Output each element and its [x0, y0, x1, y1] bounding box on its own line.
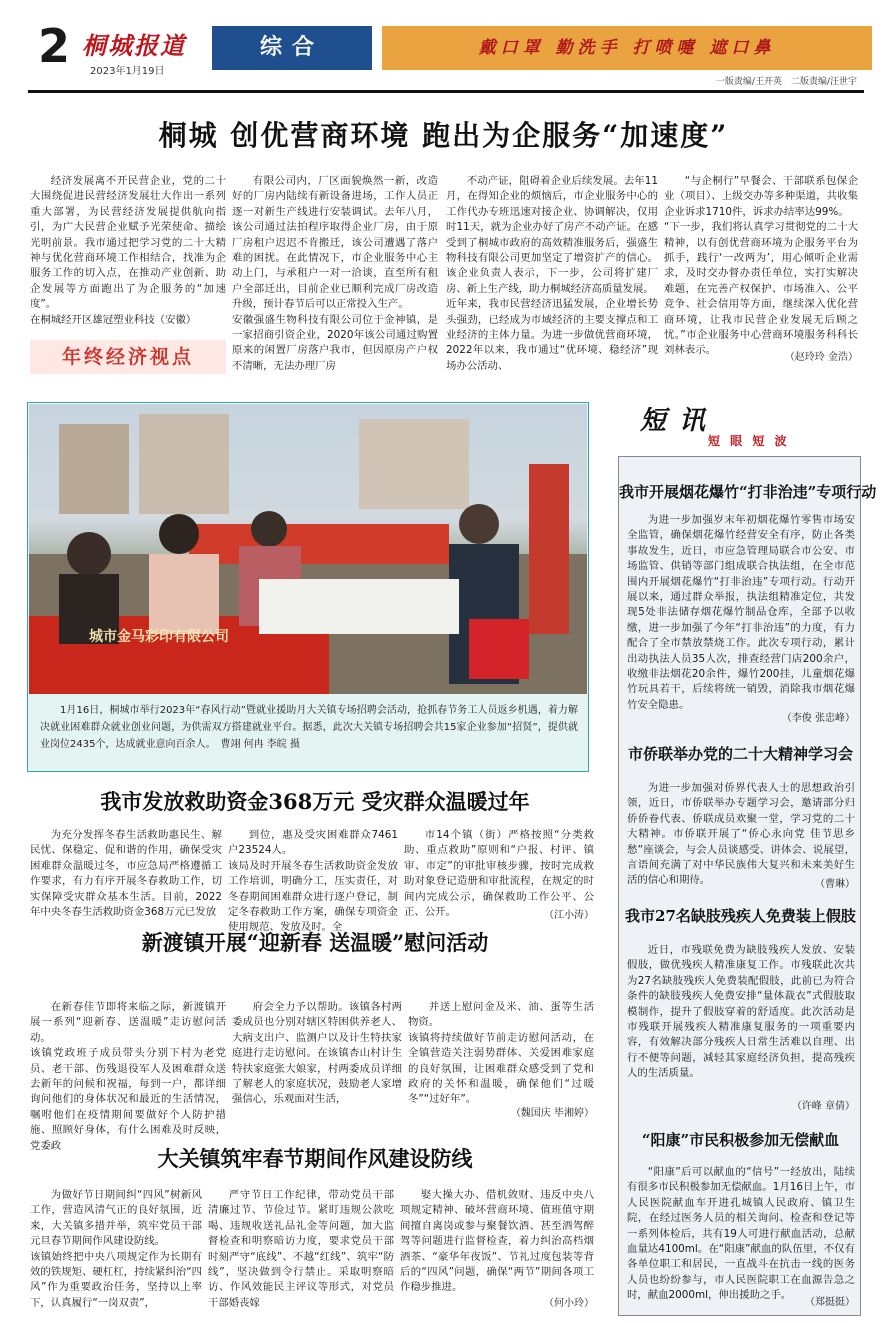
xindu-column-3: 并送上慰问金及米、油、蛋等生活物资。 该镇将持续做好节前走访慰问活动，在全镇营造关注弱势群体、关爱困难家庭的良好氛围，让困难群众感受到了党和政府的关怀和温暖，确保他们“过暖冬”“过好年”。 [408, 1001, 594, 1106]
daguan-byline: （何小玲） [544, 1298, 594, 1309]
page-number: 2 [38, 19, 71, 73]
fund-column-2: 到位，惠及受灾困难群众7461户23524人。 该局及时开展冬春生活救助资金发放工作培训，明确分工，压实责任，对冬春期间困难群众进行逐户登记，制定冬春救助工作方案，确保专项资金使用规范、发放及时。全 [228, 829, 398, 934]
daguan-column-3: 娶大操大办、借机敛财、违反中央八项规定精神、破坏营商环境、值班值守期间擅自离岗或参与聚餐饮酒、甚至酒驾醉驾等问题进行监督检查，着力纠治高档烟酒茶、“豪华年夜饭”、节礼过度包装等背后的“四风”问题，确保“两节”期间各项工作稳步推进。 [400, 1189, 594, 1294]
masthead-rule [28, 90, 864, 93]
job-fair-photo [29, 404, 587, 694]
briefs-column-title: 短 讯 [640, 406, 708, 436]
lead-column-1: 经济发展离不开民营企业，党的二十大围绕促进民营经济发展壮大作出一系列重大部署，为民营经济发展提供航向指引，为广大民营企业赋予光荣使命、描绘光明前景。我市通过把学习党的二十大精神与优化营商环境工作相结合，找准为企服务工作的切入点，在推动产业创新、助企发展等方面跑出了为企服务的“加速度”。 在桐城经开区雄冠塑业科技（安徽） [30, 175, 226, 326]
xindu-column-1: 在新春佳节即将来临之际，新渡镇开展一系列“迎新春、送温暖”走访慰问活动。 该镇党政班子成员带头分别下村为老党员、老干部、伤残退役军人及困难群众送去新年的问候和祝福，每到一户，都详细询问他们的身体状况和最近的生活情况，嘱咐他们在疫情期间要做好个人防护措施、照顾好身体，有什么困难及时反映，党委政 [30, 1001, 226, 1152]
daguan-column-1: 为做好节日期间纠“四风”树新风工作，营造风清气正的良好氛围，近来，大关镇多措并举，筑牢党员干部元旦春节期间作风建设防线。 该镇始终把中央八项规定作为长期有效的铁规矩、硬杠杠，持续紧纠治“四风”作为重要政治任务，坚持以上率下，认真履行“一岗双责”， [30, 1189, 202, 1309]
brief-text: “阳康”后可以献血的“信号”一经放出，陆续有很多市民积极参加无偿献血。1月16日上午，市人民医院献血车开进孔城镇人民政府、镇卫生院，在经过医务人员的相关询问、检查和登记等一系列体检后，共有19人可进行献血活动，总献血量达4100ml。在“阳康”献血的队伍里，不仅有各单位职工和居民，一直战斗在抗击一线的医务人员也纷纷参与，市人民医院职工在血源告急之时，献血2000ml，伸出援助之手。 [627, 1166, 855, 1302]
paper-name: 桐城报道 [82, 31, 186, 60]
briefs-panel [618, 456, 877, 1316]
lead-headline: 桐城 创优营商环境 跑出为企服务“加速度” [158, 119, 729, 152]
fund-headline: 我市发放救助资金368万元 受灾群众温暖过年 [100, 789, 530, 814]
photo-banner-text: 城市金马彩印有限公司 [89, 629, 229, 645]
column-tag: 年终经济视点 [30, 340, 226, 374]
lead-column-3: 不动产证，阻碍着企业后续发展。去年11月，在得知企业的烦恼后，市企业服务中心的工作代办专班迅速对接企业、协调解决，仅用时11天，就为企业办好了房产不动产证。在感受到了桐城市政府的高效精准服务后，强盛生物科技有限公司更加坚定了增资扩产的信心。该企业负责人表示，下一步，公司将扩建厂房、新上生产线，助力桐城经济高质量发展。 近年来，我市民营经济迅猛发展，企业增长势头强劲，已经成为市域经济的主要支撑点和工业经济的主体力量。为进一步做优营商环境，2022年以来，我市通过“优环境、稳经济”现场办公活动、 [446, 175, 658, 372]
news-photo-box [27, 402, 589, 772]
brief-byline: （李俊 张忠峰） [781, 713, 855, 724]
lead-column-2: 有限公司内，厂区面貌焕然一新，改造好的厂房内陆续有新设备进场，工作人员正逐一对新生产线进行安装调试。去年八月，该公司通过法拍程序取得企业厂房，由于原厂房租户迟迟不肯搬迁，该公司遭遇了落户难的困扰。在此情况下，市企业服务中心主动上门，与承租户一对一洽谈，直至所有租户全部迁出，目前企业已顺利完成厂房改造升级，预计春节后可以正常投入生产。 安徽强盛生物科技有限公司位于金神镇，是一家招商引资企业，2020年该公司通过购置原来的闲置厂房落户我市，但因原房产户权不清晰，无法办理厂房 [232, 175, 438, 372]
brief-headline: 市侨联举办党的二十大精神学习会 [627, 745, 853, 763]
xindu-byline: （魏国庆 毕湘婷） [510, 1108, 594, 1119]
photo-caption: 1月16日，桐城市举行2023年“春风行动”暨就业援助月大关镇专场招聘会活动，抢抓春节务工人员返乡机遇，着力解决就业困难群众就业创业问题，为供需双方搭建就业平台。据悉，此次大关镇专场招聘会共15家企业参加“招贤”，提供就业岗位2435个，达成就业意向百余人。 曹翊 何冉 李皖 摄 [40, 705, 578, 750]
briefs-column-subtitle: 短 眼 短 波 [708, 434, 790, 448]
brief-headline: “阳康”市民积极参加无偿献血 [641, 1131, 840, 1149]
brief-headline: 我市27名缺肢残疾人免费装上假肢 [625, 907, 856, 925]
fund-column-1: 为充分发挥冬春生活救助惠民生、解民忧、保稳定、促和谐的作用，确保受灾困难群众温暖过冬，市应急局严格遵循工作要求，有力有序开展冬春救助工作，切实保障受灾群众基本生活。目前，2022年中央冬春生活救助资金368万元已发放 [30, 829, 222, 919]
daguan-headline: 大关镇筑牢春节期间作风建设防线 [157, 1146, 473, 1171]
lead-column-4: “与企桐行”早餐会、干部联系包保企业（项目）、上级交办等多种渠道，共收集企业诉求1710件，诉求办结率达99%。 “下一步，我们将认真学习贯彻党的二十大精神，以有创优营商环境为企服务平台为抓手，践行‘一改两为’，用心倾听企业需求，及时交办督办责任单位，实打实解决难题，在完善产权保护、市场准入、公平竞争、社会信用等方面，继续深入优化营商环境，让我市民营企业发展无后顾之忧。”市企业服务中心营商环境服务科科长刘林表示。 [664, 175, 858, 357]
editors-line: 一版责编/王开英 二版责编/汪世宇 [715, 77, 857, 87]
brief-byline: （许峰 章倩） [791, 1101, 855, 1112]
photo-illustration [29, 404, 587, 694]
brief-byline: （郑挺挺） [805, 1297, 855, 1308]
section-label: 综合 [212, 26, 372, 70]
daguan-column-2: 严守节日工作纪律，带动党员干部清廉过节、节俭过节。紧盯违规公款吃喝、违规收送礼品礼金等问题，加大监督检查和明察暗访力度，要求党员干部时刻严守“底线”、不越“红线”、筑牢“防线”，坚决做到令行禁止。采取明察暗访、作风效能民主评议等形式，对党员干部婚丧嫁 [208, 1189, 394, 1309]
xindu-column-2: 府会全力予以帮助。该镇各村两委成员也分别对辖区特困供养老人、大病支出户、监测户以及计生特扶家庭进行走访慰问。在该镇杏山村计生特扶家庭张大娘家，村两委成员详细了解老人的家庭状况，鼓励老人家增强信心，乐观面对生活， [232, 1001, 402, 1106]
fund-byline: （江小涛） [544, 910, 594, 921]
brief-text: 为进一步加强岁末年初烟花爆竹零售市场安全监管，确保烟花爆竹经营安全有序，防止各类事故发生，近日，市应急管理局联合市公安、市场监管、供销等部门组成联合执法组，在全市范围内开展烟花爆竹“打非治违”专项行动。行动开展以来，通过群众举报，执法组精准定位，共发现5处非法储存烟花爆竹制品仓库，全部予以收缴，进一步加强了今年“打非治违”的力度，有力配合了全市禁放禁烧工作。此次专项行动，累计出动执法人员35人次，排查经营门店200余户，收缴非法烟花20余件，爆竹200挂，儿童烟花爆竹玩具若干，后续将统一销毁，消除我市烟花爆竹安全隐患。 [627, 514, 855, 711]
health-slogan-banner: 戴口罩 勤洗手 打喷嚏 遮口鼻 [382, 26, 872, 70]
brief-text: 近日，市残联免费为缺肢残疾人发放、安装假肢，做优残疾人精准康复工作。市残联此次共为27名缺肢残疾人免费装配假肢，此前已为符合条件的缺肢残疾人免费安排“量体裁衣”式假肢取模制作，提升了假肢穿着的舒适度。此次活动是市残联开展残疾人精准康复服务的一项重要内容，有效解决部分残疾人日常生活难以自理、出行不便等问题，减轻其家庭经济负担，提高残疾人的生活质量。 [627, 944, 855, 1080]
xindu-headline: 新渡镇开展“迎新春 送温暖”慰问活动 [141, 930, 489, 955]
lead-byline: （赵玲玲 金浩） [784, 352, 858, 363]
issue-date: 2023年1月19日 [90, 66, 165, 77]
brief-byline: （曹琳） [815, 879, 855, 890]
brief-headline: 我市开展烟花爆竹“打非治违”专项行动 [619, 483, 877, 501]
fund-column-3: 市14个镇（街）严格按照“分类救助、重点救助”原则和“户报、村评、镇审、市定”的审批审核步骤，按时完成救助对象登记造册和审批流程，在规定的时间内完成公示，确保救助工作公平、公正、公开。 [404, 829, 594, 919]
brief-text: 为进一步加强对侨界代表人士的思想政治引领，近日，市侨联举办专题学习会，邀请部分归侨侨眷代表、侨联成员欢聚一堂，学习党的二十大精神。市侨联开展了“侨心永向党 佳节思乡愁”座谈会，与会人员谈感受、讲体会、说展望，言语间充满了对中华民族伟大复兴和未来美好生活的信心和期待。 [627, 782, 855, 887]
